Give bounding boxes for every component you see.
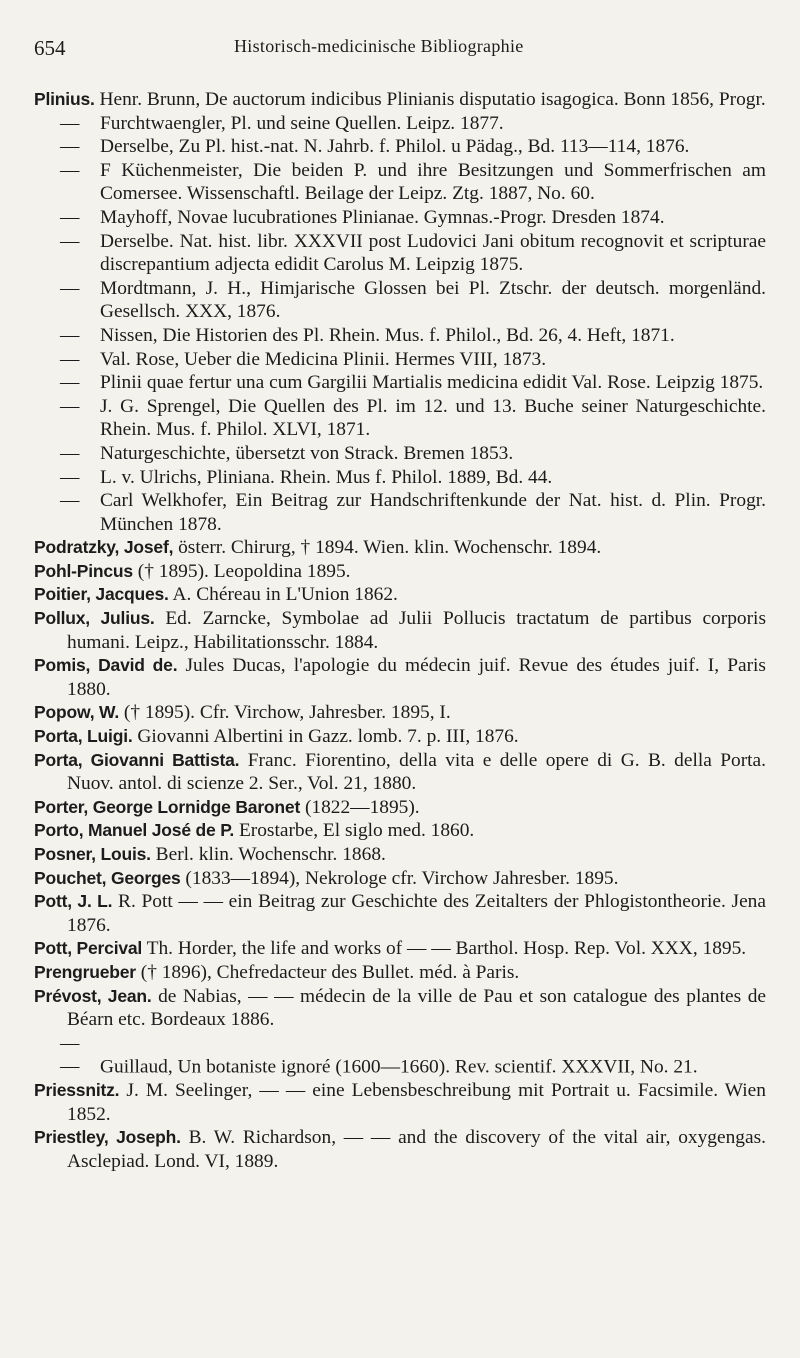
bibliography-entry [34, 442, 766, 466]
entry-dash: — [60, 395, 80, 417]
bibliography-entry [34, 701, 766, 725]
entry-headword: Priestley, Joseph. [34, 1127, 181, 1148]
entry-text: F Küchenmeister, Die beiden P. und ihre Besitzungen und Sommerfrischen am Comersee. Wissenschaftl. Beilage der Leipz. Ztg. 1887, No. 60. [100, 159, 766, 205]
entry-headword: Priessnitz. [34, 1079, 120, 1100]
entry-text: Furchtwaengler, Pl. und seine Quellen. Leipz. 1877. [100, 112, 504, 134]
entry-dash: — [60, 348, 80, 370]
bibliography-entry [34, 88, 766, 112]
entry-headword: Porto, Manuel José de P. [34, 820, 235, 841]
entry-text: de Nabias, — — médecin de la ville de Pau et son catalogue des plantes de Béarn etc. Bordeaux 1886. [67, 985, 767, 1031]
entry-headword: Pouchet, Georges [34, 867, 181, 888]
entry-text: L. v. Ulrichs, Pliniana. Rhein. Mus f. Philol. 1889, Bd. 44. [100, 466, 553, 488]
entry-headword: Porter, George Lornidge Baronet [34, 796, 301, 817]
entry-text: J. M. Seelinger, — — eine Lebensbeschreibung mit Portrait u. Facsimile. Wien 1852. [67, 1079, 766, 1125]
bibliography-entry [34, 796, 766, 820]
bibliography-entry [34, 159, 766, 206]
entry-dash: — [60, 490, 80, 512]
entry-text: Giovanni Albertini in Gazz. lomb. 7. p. III, 1876. [137, 726, 519, 748]
entry-text: († 1895). Leopoldina 1895. [137, 560, 351, 582]
bibliography-entry [34, 985, 766, 1032]
bibliography-entry [34, 961, 766, 985]
entry-text: († 1895). Cfr. Virchow, Jahresber. 1895, I. [123, 702, 451, 724]
entry-text: Mordtmann, J. H., Himjarische Glossen bei Pl. Ztschr. der deutsch. morgenländ. Gesellsch. XXX, 1876. [100, 277, 766, 323]
bibliography-entry [34, 890, 766, 937]
bibliography-entry [34, 1032, 766, 1079]
entry-text: Derselbe, Zu Pl. hist.-nat. N. Jahrb. f. Philol. u Pädag., Bd. 113—114, 1876. [100, 136, 690, 158]
entry-dash: — [60, 230, 80, 252]
entry-text: A. Chéreau in L'Union 1862. [172, 584, 398, 606]
entry-dash: — [60, 277, 80, 299]
bibliography-entry [34, 843, 766, 867]
entry-headword: Pollux, Julius. [34, 608, 155, 629]
entry-text: Plinii quae fertur una cum Gargilii Martialis medicina edidit Val. Rose. Leipzig 1875. [100, 372, 764, 394]
entry-text: (1822—1895). [304, 796, 420, 818]
entry-headword: Pohl-Pincus [34, 560, 133, 581]
entry-headword: Podratzky, Josef, [34, 537, 174, 558]
bibliography-entry [34, 536, 766, 560]
entry-text: österr. Chirurg, † 1894. Wien. klin. Wochenschr. 1894. [178, 537, 602, 559]
entry-dash: — [60, 324, 80, 346]
bibliography-entry [34, 206, 766, 230]
entry-headword: Prengrueber [34, 961, 136, 982]
entry-text: Ed. Zarncke, Symbolae ad Julii Pollucis tractatum de partibus corporis humani. Leipz., Habilitationsschr. 1884. [67, 608, 766, 653]
bibliography-entry [34, 749, 766, 796]
entry-dash: — [60, 442, 80, 464]
bibliography-entry [34, 489, 766, 536]
entry-text: Th. Horder, the life and works of — — Barthol. Hosp. Rep. Vol. XXX, 1895. [146, 938, 747, 960]
bibliography-entry [34, 277, 766, 324]
bibliography-entry [34, 112, 766, 136]
bibliography-entry [34, 395, 766, 442]
bibliography-entry [34, 348, 766, 372]
entry-text: Derselbe. Nat. hist. libr. XXXVII post Ludovici Jani obitum recognovit et scripturae discrepantium adjecta edidit Carolus M. Leipzig 1875. [100, 230, 766, 276]
entry-dash: — [60, 136, 80, 158]
bibliography-entry [34, 583, 766, 607]
bibliography-entry [34, 1126, 766, 1173]
entry-dash: — [60, 466, 80, 488]
entry-text: Nissen, Die Historien des Pl. Rhein. Mus. f. Philol., Bd. 26, 4. Heft, 1871. [100, 324, 675, 346]
bibliography-entry [34, 654, 766, 701]
bibliography-list [34, 88, 766, 1173]
running-title: Historisch-medicinische Bibliographie [234, 36, 524, 56]
entry-dash: — [60, 159, 80, 181]
entry-text: B. W. Richardson, — — and the discovery of the vital air, oxygengas. Asclepiad. Lond. VI, 1889. [67, 1127, 766, 1172]
bibliography-entry [34, 371, 766, 395]
page-header [34, 30, 766, 70]
entry-text: R. Pott — — ein Beitrag zur Geschichte des Zeitalters der Phlogistontheorie. Jena 1876. [67, 891, 766, 936]
bibliography-entry [34, 607, 766, 654]
entry-text: Naturgeschichte, übersetzt von Strack. Bremen 1853. [100, 442, 514, 464]
bibliography-entry [34, 725, 766, 749]
bibliography-entry [34, 560, 766, 584]
entry-text: Jules Ducas, l'apologie du médecin juif. Revue des études juif. I, Paris 1880. [67, 655, 766, 700]
entry-text: († 1896), Chefredacteur des Bullet. méd. à Paris. [140, 961, 520, 983]
entry-text: (1833—1894), Nekrologe cfr. Virchow Jahresber. 1895. [185, 867, 619, 889]
entry-dash: — [60, 372, 80, 394]
page-number: 654 [34, 36, 66, 60]
entry-text: Guillaud, Un botaniste ignoré (1600—1660). Rev. scientif. XXXVII, No. 21. [100, 1056, 698, 1078]
entry-text: Franc. Fiorentino, della vita e delle opere di G. B. della Porta. Nuov. antol. di scienze 2. Ser., Vol. 21, 1880. [67, 749, 766, 795]
entry-headword: Pott, J. L. [34, 891, 113, 912]
entry-text: Val. Rose, Ueber die Medicina Plinii. Hermes VIII, 1873. [100, 348, 547, 370]
entry-text: Carl Welkhofer, Ein Beitrag zur Handschriftenkunde der Nat. hist. d. Plin. Progr. München 1878. [100, 490, 766, 535]
entry-text: Mayhoff, Novae lucubrationes Plinianae. Gymnas.-Progr. Dresden 1874. [100, 206, 665, 228]
entry-headword: Popow, W. [34, 702, 120, 723]
entry-headword: Pomis, David de. [34, 655, 178, 676]
entry-headword: Prévost, Jean. [34, 985, 152, 1006]
bibliography-entry [34, 466, 766, 490]
entry-text: Henr. Brunn, De auctorum indicibus Plinianis disputatio isagogica. Bonn 1856, Progr. [99, 89, 766, 110]
entry-headword: Posner, Louis. [34, 844, 151, 864]
entry-headword: Porta, Luigi. [34, 726, 133, 747]
entry-dash: — — [60, 1032, 80, 1078]
entry-dash: — [60, 112, 80, 134]
entry-headword: Pott, Percival [34, 938, 143, 959]
bibliography-entry [34, 937, 766, 961]
bibliography-entry [34, 867, 766, 891]
entry-text: Erostarbe, El siglo med. 1860. [238, 820, 475, 842]
entry-text: J. G. Sprengel, Die Quellen des Pl. im 12. und 13. Buche seiner Naturgeschichte. Rhein. Mus. f. Philol. XLVI, 1871. [100, 395, 766, 441]
entry-headword: Plinius. [34, 89, 95, 109]
bibliography-entry [34, 819, 766, 843]
entry-dash: — [60, 206, 80, 228]
bibliography-entry [34, 135, 766, 159]
bibliography-entry [34, 230, 766, 277]
bibliography-entry [34, 1079, 766, 1126]
entry-headword: Porta, Giovanni Battista. [34, 749, 240, 770]
entry-headword: Poitier, Jacques. [34, 584, 169, 605]
entry-text: Berl. klin. Wochenschr. 1868. [155, 844, 386, 865]
bibliography-entry [34, 324, 766, 348]
